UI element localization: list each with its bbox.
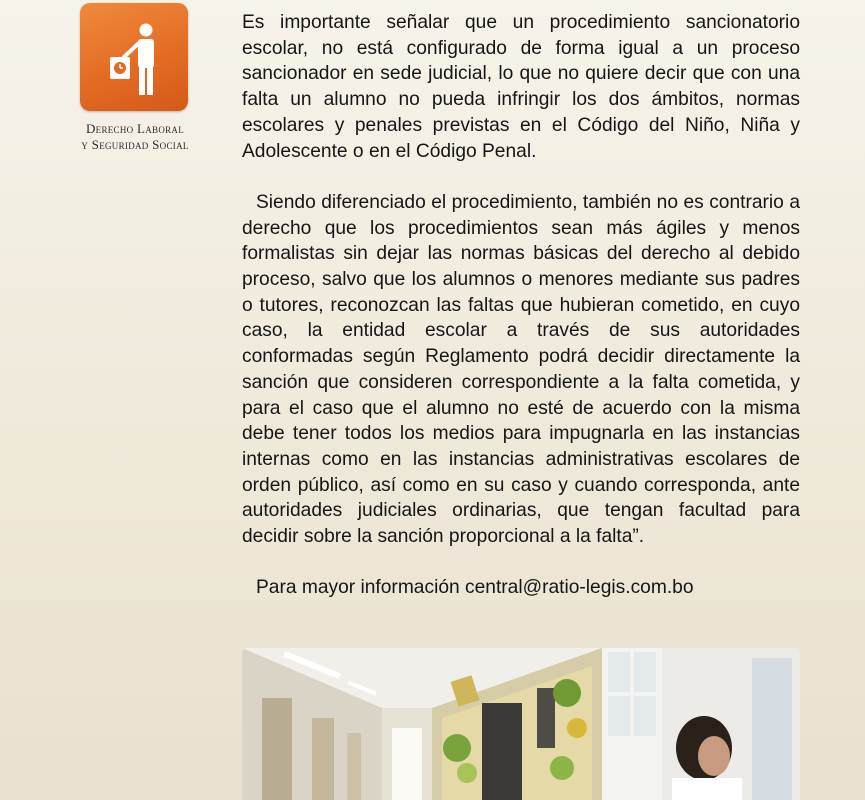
section-label (62, 121, 208, 153)
contact-line (242, 575, 800, 601)
section-label-line2: y Seguridad Social (81, 137, 189, 152)
person-with-clock-icon (80, 3, 188, 111)
section-label-line1: Derecho Laboral (85, 121, 185, 136)
contact-prefix: Para mayor información (256, 577, 466, 599)
article-paragraph: Es importante señalar que un procedimiento sancionatorio escolar, no está configurado de forma igual a un proceso sancionador en sede judicial, lo que no quiere decir que con una falta un alumno no pueda infringir los dos ámbitos, normas escolares y penales previstas en el Código del Niño, Niña y Adolescente o en el Código Penal. (242, 12, 800, 162)
contact-email-link[interactable]: central@ratio-legis.com.bo (465, 577, 694, 599)
article-paragraph: Siendo diferenciado el procedimiento, también no es contrario a derecho que los procedimientos sean más ágiles y menos formalistas sin dejar las normas básicas del derecho al debido proceso, salvo que los alumnos o menores mediante sus padres o tutores, reconozcan las faltas que hubieran cometido, en cuyo caso, la entidad escolar a través de sus autoridades conformadas según Reglamento podrá decidir directamente la sanción que consideren correspondiente a la falta cometida, y para el caso que el alumno no esté de acuerdo con la misma debe tener todos los medios para impugnarla en las instancias internas como en las instancias administrativas escolares de orden público, así como en su caso y cuando corresponda, ante autoridades judiciales ordinarias, que tengan facultad para decidir sobre la sanción proporcional a la falta”. (242, 191, 800, 548)
hallway-student-photo (242, 648, 800, 800)
article-body (242, 10, 800, 601)
section-logo (80, 3, 188, 111)
